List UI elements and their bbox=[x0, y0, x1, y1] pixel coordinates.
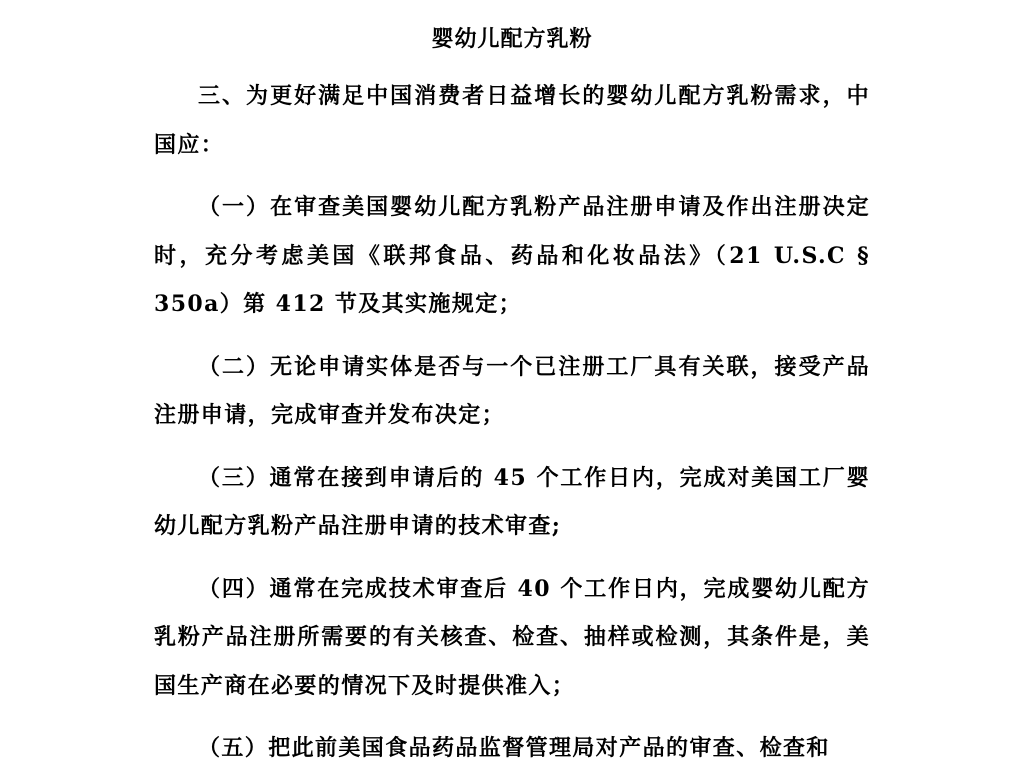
paragraph-item-4: （四）通常在完成技术审查后 40 个工作日内，完成婴幼儿配方乳粉产品注册所需要的有关核查、检查、抽样或检测，其条件是，美国生产商在必要的情况下及时提供准入； bbox=[154, 575, 870, 699]
spacer bbox=[154, 329, 870, 343]
spacer bbox=[154, 710, 870, 724]
spacer bbox=[154, 440, 870, 454]
document-title: 婴幼儿配方乳粉 bbox=[431, 26, 593, 52]
paragraph-item-5: （五）把此前美国食品药品监督管理局对产品的审查、检查和 bbox=[198, 735, 830, 761]
spacer bbox=[154, 58, 870, 72]
spacer bbox=[154, 169, 870, 183]
paragraph-item-2: （二）无论申请实体是否与一个已注册工厂具有关联，接受产品注册申请，完成审查并发布决定； bbox=[154, 353, 870, 428]
paragraph-item-1: （一）在审查美国婴幼儿配方乳粉产品注册申请及作出注册决定时，充分考虑美国《联邦食品、药品和化妆品法》（21 U.S.C § 350a）第 412 节及其实施规定； bbox=[154, 194, 870, 317]
paragraph-item-3: （三）通常在接到申请后的 45 个工作日内，完成对美国工厂婴幼儿配方乳粉产品注册申请的技术审查; bbox=[154, 464, 870, 539]
paragraph-section-3: 三、为更好满足中国消费者日益增长的婴幼儿配方乳粉需求，中国应： bbox=[154, 83, 870, 158]
spacer bbox=[154, 551, 870, 565]
